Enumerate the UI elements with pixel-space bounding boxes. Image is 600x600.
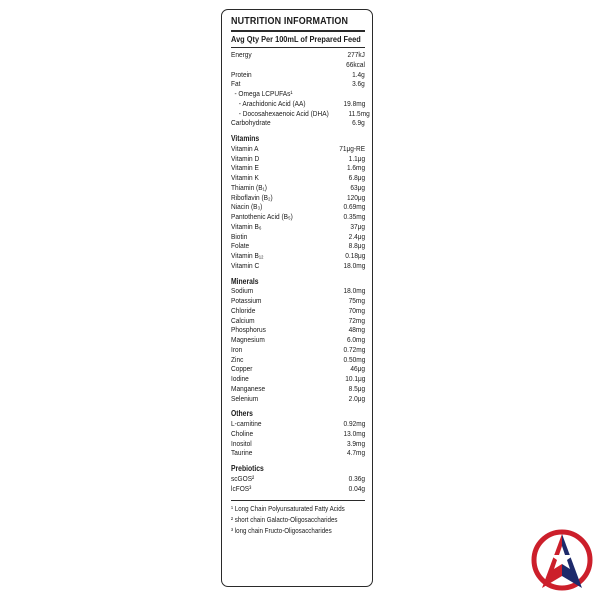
nutrient-name: Zinc: [231, 354, 244, 364]
nutrient-name: Protein: [231, 69, 252, 79]
nutrient-value: 0.69mg: [343, 202, 365, 212]
nutrient-name: Manganese: [231, 383, 266, 393]
nutrient-value: 0.04g: [348, 483, 365, 493]
nutrient-value: 46μg: [350, 364, 365, 374]
footnote: ¹ Long Chain Polyunsaturated Fatty Acids: [231, 504, 345, 514]
nutrient-value: 8.8μg: [348, 241, 365, 251]
nutrient-value: 0.35mg: [343, 212, 365, 221]
nutrient-name: Energy: [231, 50, 252, 59]
footnote: ³ long chain Fructo-Oligosaccharides: [231, 526, 332, 536]
nutrient-value: 8.5μg: [348, 383, 365, 393]
nutrient-name: Niacin (B₃): [231, 202, 263, 212]
nutrient-row: [231, 306, 365, 316]
nutrient-value: 71μg-RE: [339, 143, 365, 153]
nutrient-value: 18.0mg: [343, 286, 365, 296]
nutrient-value: 6.9g: [352, 118, 365, 128]
nutrient-value: 3.9mg: [346, 438, 365, 448]
nutrient-value: 0.72mg: [343, 344, 365, 354]
main-nutrients: [231, 50, 370, 128]
nutrient-name: Vitamin B₁₂: [231, 251, 264, 260]
nutrient-name: Sodium: [231, 286, 254, 296]
nutrient-row: [231, 335, 365, 345]
nutrient-row: [231, 173, 365, 183]
nutrient-row: [231, 79, 365, 89]
nutrient-row: [231, 144, 365, 154]
nutrient-sections: [231, 134, 365, 493]
nutrient-name: Vitamin K: [231, 173, 259, 182]
nutrient-row: [231, 241, 365, 251]
nutrient-row: [231, 118, 365, 128]
footnote-divider: [231, 500, 365, 501]
nutrient-row: [231, 429, 365, 439]
nutrient-name: Iron: [231, 344, 243, 354]
nutrient-row: [231, 384, 365, 394]
nutrient-value: 3.6g: [352, 79, 365, 89]
nutrient-name: Vitamin C: [231, 260, 260, 270]
nutrient-name: Calcium: [231, 315, 255, 325]
nutrient-row: [231, 251, 365, 261]
nutrient-value: 0.50mg: [343, 354, 365, 364]
nutrient-name: Folate: [231, 241, 250, 251]
section-title: Minerals: [231, 276, 259, 286]
nutrient-value: 37μg: [350, 221, 365, 231]
nutrient-name: lcFOS³: [231, 483, 252, 493]
nutrient-row: [231, 232, 365, 242]
nutrient-name: L-carnitine: [231, 419, 262, 428]
nutrient-value: 11.5mg: [348, 108, 370, 118]
footnote: ² short chain Galacto-Oligosaccharides: [231, 515, 338, 525]
nutrient-row: [231, 70, 365, 80]
section-title: Prebiotics: [231, 464, 264, 473]
nutrient-name: Taurine: [231, 448, 253, 458]
nutrient-name: Carbohydrate: [231, 118, 271, 128]
nutrient-name: Biotin: [231, 231, 248, 241]
footnotes: [231, 503, 365, 536]
title-divider: [231, 30, 365, 32]
nutrient-name: Inositol: [231, 438, 252, 448]
nutrient-name: Iodine: [231, 374, 249, 383]
nutrient-name: Thiamin (B₁): [231, 182, 267, 192]
nutrient-value: 18.0mg: [343, 260, 365, 270]
nutrient-value: 75mg: [348, 296, 365, 305]
nutrient-row: [231, 355, 365, 365]
energy-kj: 277kJ: [347, 50, 365, 59]
nutrient-value: 120μg: [346, 192, 365, 202]
nutrient-row: [231, 419, 365, 429]
nutrient-name: Riboflavin (B₂): [231, 192, 273, 202]
nutrient-row: [231, 439, 365, 449]
nutrient-value: 13.0mg: [343, 428, 365, 438]
section-title: Vitamins: [231, 134, 260, 143]
nutrient-value: 0.92mg: [343, 419, 365, 428]
nutrient-name: - Omega LCPUFAs¹: [234, 89, 293, 98]
nutrient-row: [231, 316, 365, 326]
nutrient-row: [231, 325, 365, 335]
nutrient-row: [231, 474, 365, 484]
nutrient-value: 2.4μg: [348, 231, 365, 241]
nutrient-value: 2.0μg: [348, 393, 365, 403]
nutrient-value: 0.18μg: [344, 251, 365, 260]
nutrient-value: 72mg: [348, 315, 365, 325]
nutrient-value: 10.1μg: [344, 374, 365, 383]
section-title: Others: [231, 409, 253, 419]
nutrient-value: 4.7mg: [346, 448, 365, 458]
nutrient-row: [231, 212, 365, 222]
nutrient-value: 1.6mg: [346, 163, 365, 173]
nutrient-name: Selenium: [231, 393, 259, 403]
nutrient-row: [231, 183, 365, 193]
energy-kcal: 66kcal: [346, 59, 365, 69]
nutrient-name: - Docosahexaenoic Acid (DHA): [238, 108, 329, 118]
nutrient-value: 70mg: [348, 305, 365, 315]
nutrient-name: Vitamin D: [231, 153, 260, 163]
nutrient-value: 19.8mg: [343, 98, 365, 108]
nutrient-name: Chloride: [231, 305, 256, 315]
nutrient-value: 0.36g: [348, 473, 365, 483]
nutrient-row: [231, 108, 370, 119]
nutrient-value: 6.0mg: [346, 335, 365, 344]
nutrient-row: [231, 296, 365, 306]
nutrient-row: [231, 202, 365, 212]
nutrient-row: [231, 261, 365, 271]
nutrient-row: [231, 394, 365, 404]
nutrient-name: Vitamin A: [231, 143, 259, 153]
star-arrow-logo-icon: [530, 528, 594, 592]
nutrition-panel: [221, 9, 373, 587]
nutrient-row: [231, 154, 365, 164]
nutrient-row: [231, 374, 365, 384]
nutrient-name: Vitamin B₆: [231, 221, 262, 231]
nutrient-row-energy: [231, 50, 365, 70]
nutrient-value: 48mg: [348, 325, 365, 335]
nutrient-value: 1.1μg: [348, 153, 365, 163]
panel-subtitle: Avg Qty Per 100mL of Prepared Feed: [231, 34, 361, 44]
nutrient-name: Potassium: [231, 296, 262, 305]
subtitle-divider: [231, 47, 365, 48]
nutrient-row: [231, 484, 365, 494]
nutrient-row: [231, 345, 365, 355]
nutrient-row: [231, 89, 365, 99]
nutrient-row: [231, 286, 365, 296]
nutrient-name: - Arachidonic Acid (AA): [238, 98, 306, 108]
nutrient-row: [231, 193, 365, 203]
nutrient-name: Fat: [231, 79, 241, 89]
nutrient-value: 6.8μg: [348, 173, 365, 182]
nutrient-name: Pantothenic Acid (B₅): [231, 212, 293, 221]
nutrient-row: [231, 99, 365, 109]
panel-title: NUTRITION INFORMATION: [231, 16, 349, 27]
nutrient-row: [231, 222, 365, 232]
nutrient-value: [346, 50, 365, 70]
nutrient-row: [231, 448, 365, 458]
nutrient-name: Choline: [231, 428, 254, 438]
nutrient-name: Copper: [231, 364, 253, 374]
nutrient-row: [231, 364, 365, 374]
nutrient-value: 1.4g: [352, 69, 365, 79]
nutrient-name: scGOS²: [231, 473, 255, 483]
nutrient-name: Vitamin E: [231, 163, 259, 173]
nutrient-name: Magnesium: [231, 335, 265, 344]
nutrient-value: 63μg: [350, 182, 365, 192]
nutrient-row: [231, 163, 365, 173]
nutrient-name: Phosphorus: [231, 325, 266, 335]
